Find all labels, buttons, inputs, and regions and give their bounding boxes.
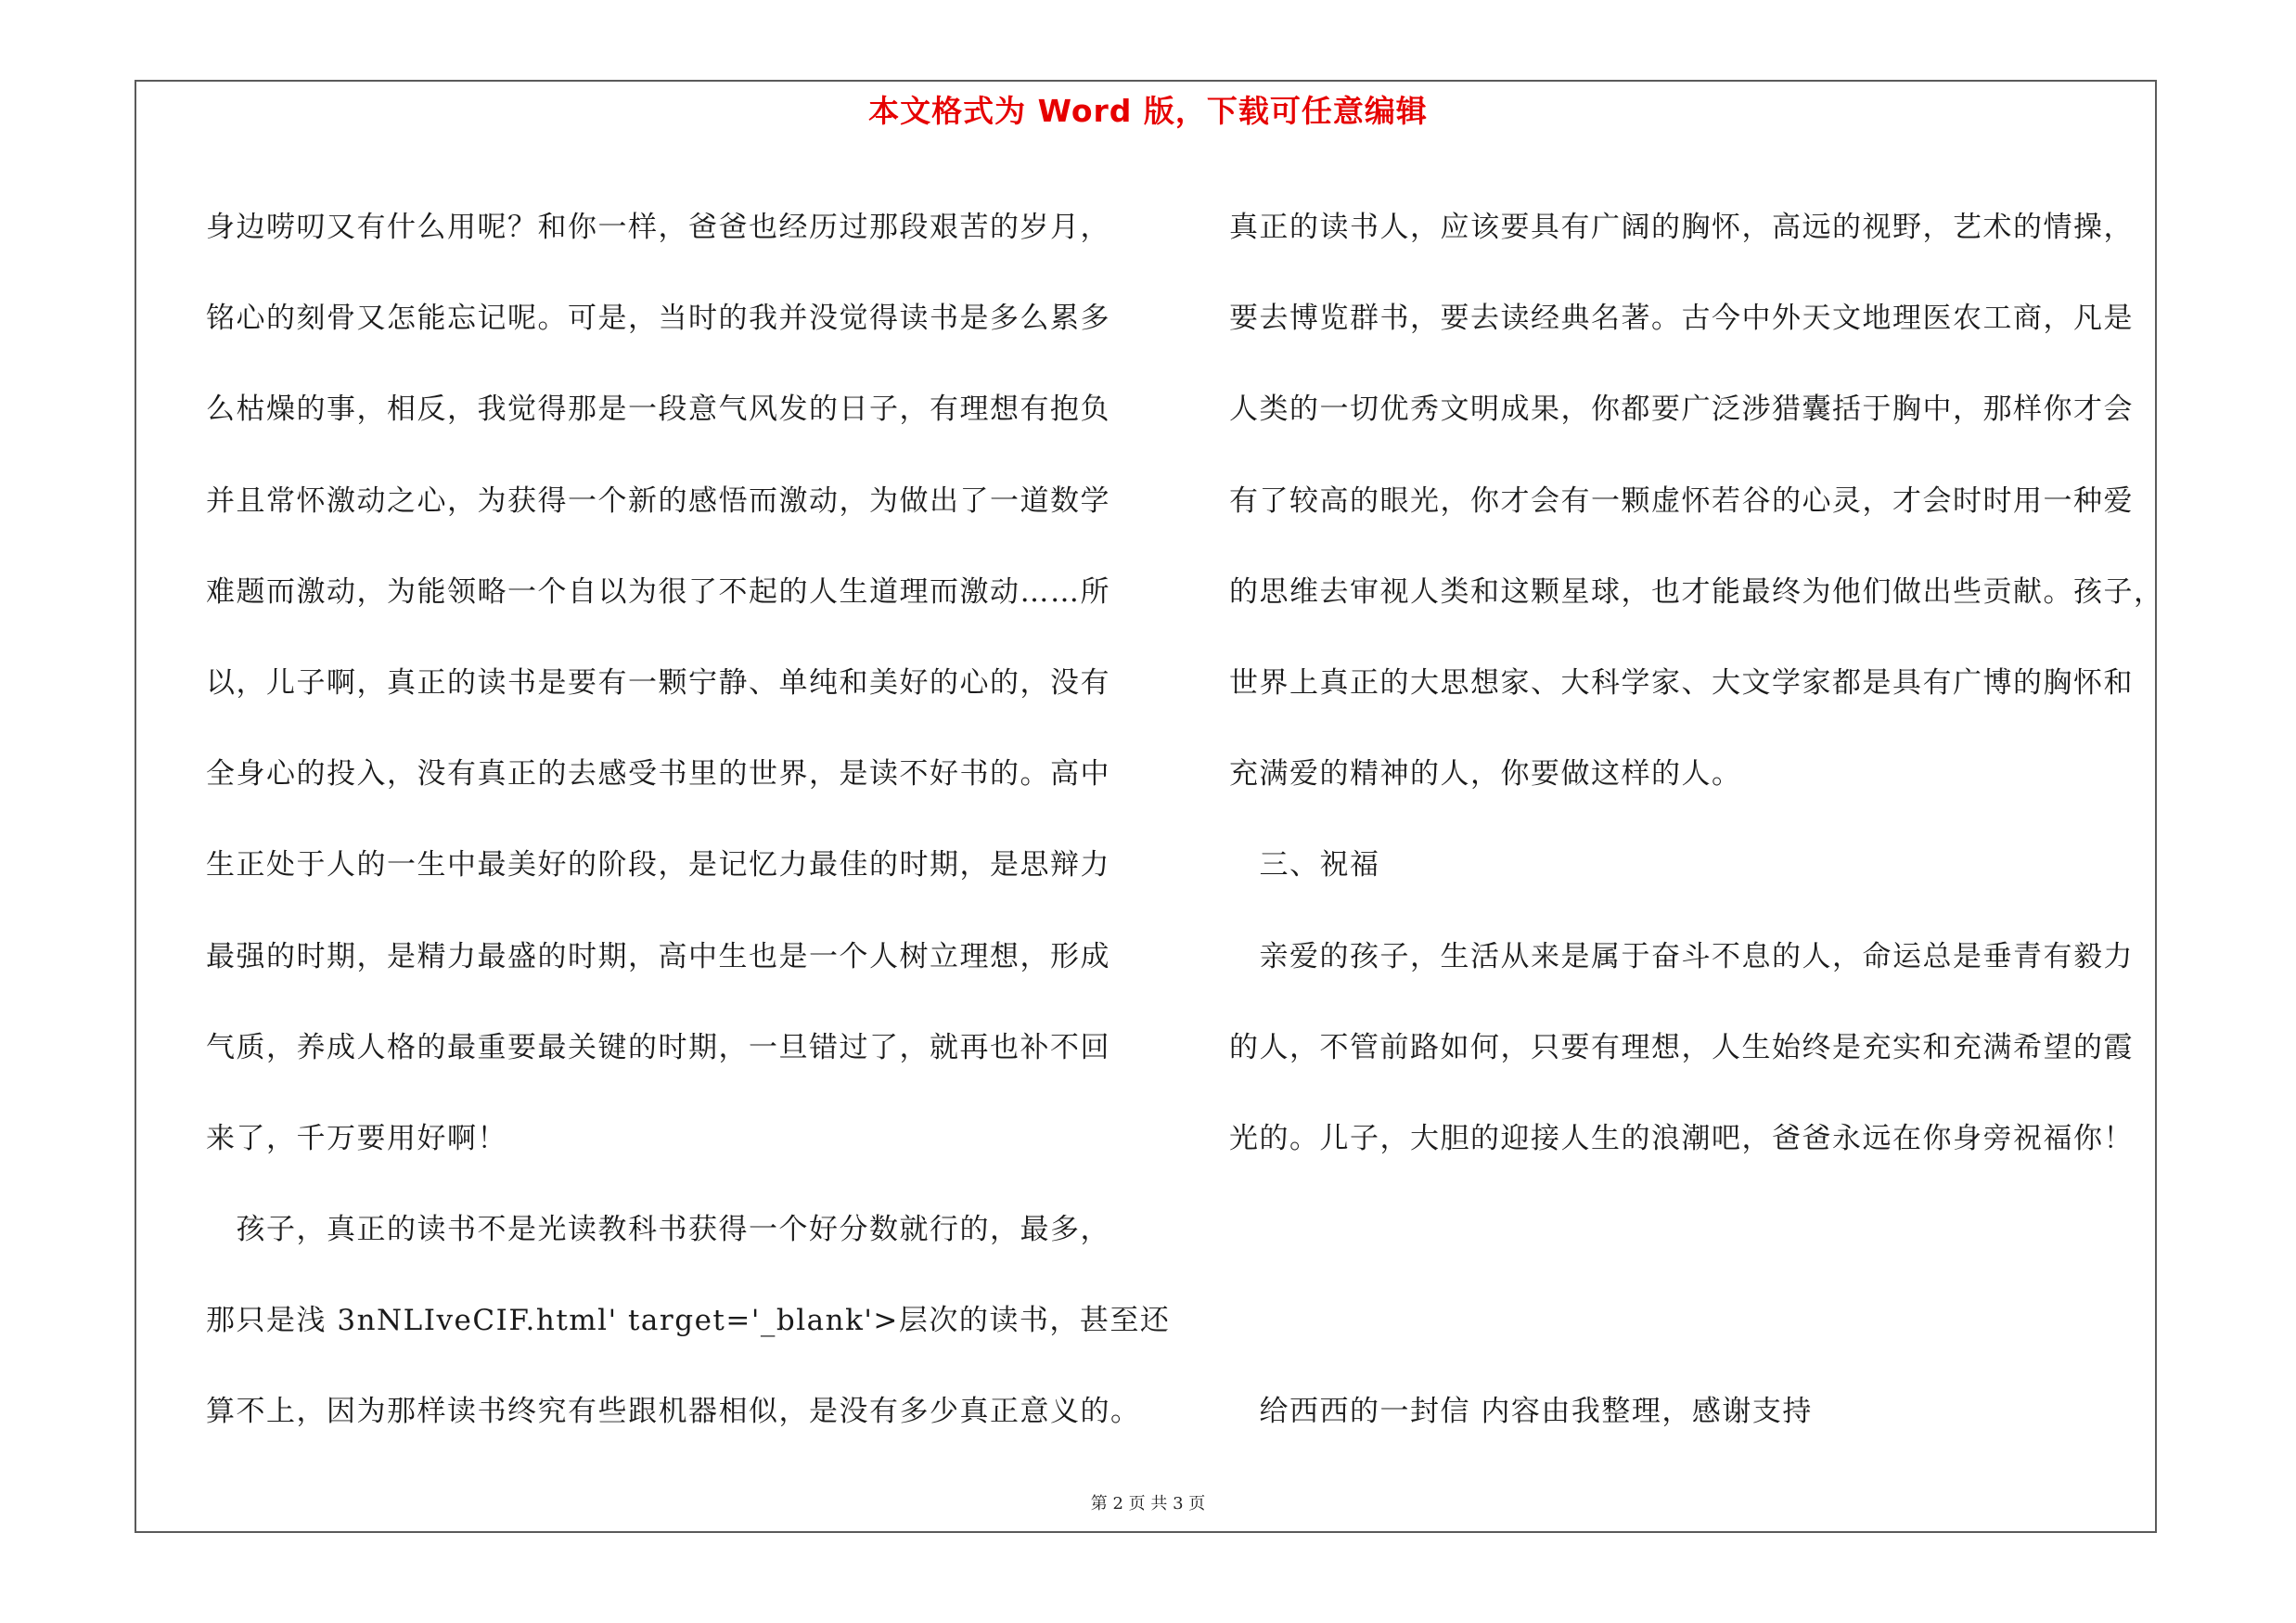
text-line: 光的。儿子，大胆的迎接人生的浪潮吧，爸爸永远在你身旁祝福你！ [1229,1121,2134,1155]
section-heading: 三、祝福 [1229,848,1380,882]
text-line: 最强的时期，是精力最盛的时期，高中生也是一个人树立理想，形成 [206,939,1110,973]
text-line: 难题而激动，为能领略一个自以为很了不起的人生道理而激动……所 [206,574,1110,609]
left-column [206,182,1170,1458]
text-line: 铭心的刻骨又怎能忘记呢。可是，当时的我并没觉得读书是多么累多 [206,302,1110,336]
text-line: 充满爱的精神的人，你要做这样的人。 [1229,757,1742,792]
text-line: 算不上，因为那样读书终究有些跟机器相似，是没有多少真正意义的。 [206,1395,1141,1429]
text-line: 那只是浅 3nNLIveCIF.html' target='_blank'>层次的读书，甚至还 [206,1304,1171,1338]
text-line: 人类的一切优秀文明成果，你都要广泛涉猎囊括于胸中，那样你才会 [1229,393,2134,427]
text-line: 世界上真正的大思想家、大科学家、大文学家都是具有广博的胸怀和 [1229,665,2134,700]
format-banner: 本文格式为 Word 版，下载可任意编辑 [868,93,1428,129]
text-line: 来了，千万要用好啊！ [206,1121,507,1155]
text-line: 并且常怀激动之心，为获得一个新的感悟而激动，为做出了一道数学 [206,483,1110,518]
text-line: 的思维去审视人类和这颗星球，也才能最终为他们做出些贡献。孩子， [1229,574,2164,609]
text-line: 亲爱的孩子，生活从来是属于奋斗不息的人，命运总是垂青有毅力 [1229,939,2134,973]
blank-line [1229,1184,2164,1366]
text-line: 以，儿子啊，真正的读书是要有一颗宁静、单纯和美好的心的，没有 [206,665,1110,700]
text-line: 生正处于人的一生中最美好的阶段，是记忆力最佳的时期，是思辩力 [206,848,1110,882]
text-line: 真正的读书人，应该要具有广阔的胸怀，高远的视野，艺术的情操， [1229,211,2134,244]
text-line: 的人，不管前路如何，只要有理想，人生始终是充实和充满希望的霞 [1229,1030,2134,1064]
text-line: 身边唠叨又有什么用呢？和你一样，爸爸也经历过那段艰苦的岁月， [206,211,1110,244]
text-line: 气质，养成人格的最重要最关键的时期，一旦错过了，就再也补不回 [206,1030,1110,1064]
right-column [1229,182,2164,1458]
text-line: 全身心的投入，没有真正的去感受书里的世界，是读不好书的。高中 [206,757,1110,792]
text-line: 要去博览群书，要去读经典名著。古今中外天文地理医农工商，凡是 [1229,302,2134,336]
page-number: 第 2 页 共 3 页 [1090,1494,1206,1514]
text-line: 孩子，真正的读书不是光读教科书获得一个好分数就行的，最多， [206,1213,1110,1247]
closing-line: 给西西的一封信 内容由我整理，感谢支持 [1229,1395,1813,1429]
text-line: 有了较高的眼光，你才会有一颗虚怀若谷的心灵，才会时时用一种爱 [1229,483,2134,518]
text-line: 么枯燥的事，相反，我觉得那是一段意气风发的日子，有理想有抱负 [206,393,1110,427]
